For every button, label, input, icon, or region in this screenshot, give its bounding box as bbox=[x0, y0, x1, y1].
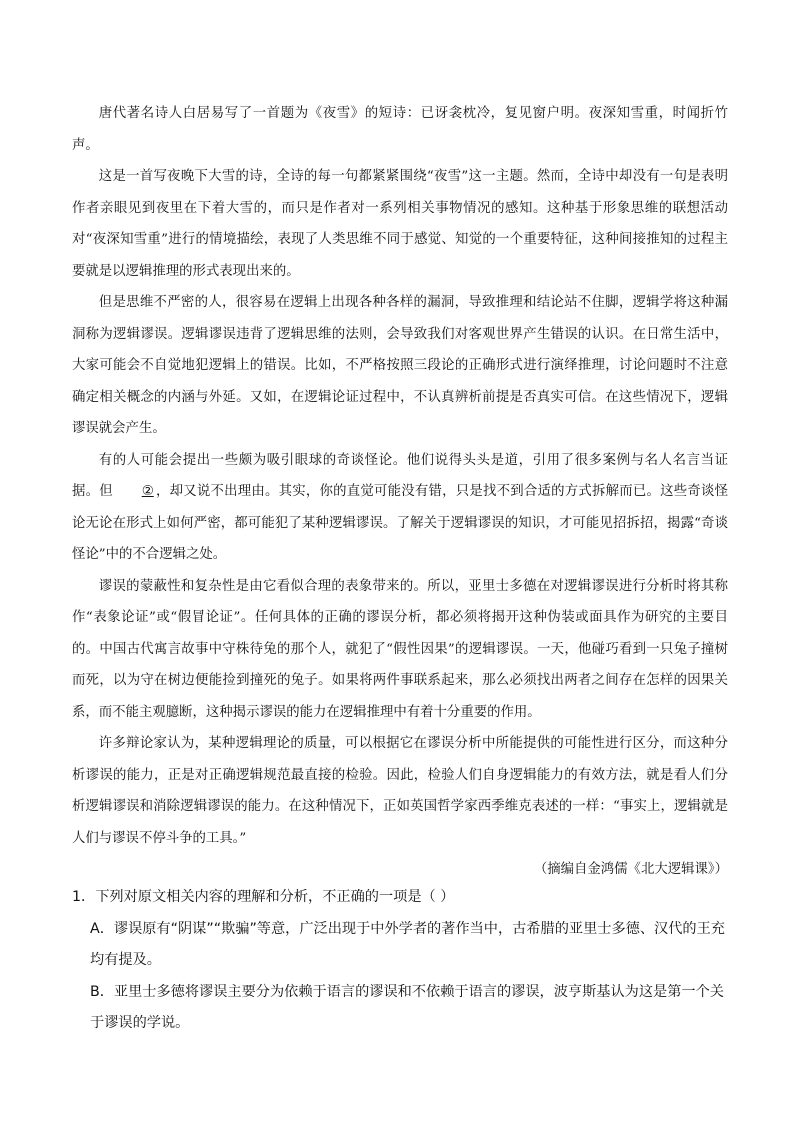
passage-paragraph-4 bbox=[72, 445, 728, 571]
fill-blank-marker: ② bbox=[141, 484, 154, 499]
passage-paragraph-2: 这是一首写夜晚下大雪的诗，全诗的每一句都紧紧围绕“夜雪”这一主题。然而，全诗中却没有一句是表明作者亲眼见到夜里在下着大雪的，而只是作者对一系列相关事物情况的感知。这种基于形象思维的联想活动对“夜深知雪重”进行的情境描绘，表现了人类思维不同于感觉、知觉的一个重要特征，这种间接推知的过程主要就是以逻辑推理的形式表现出来的。 bbox=[72, 169, 728, 279]
paragraph-4-before-blank: 有的人可能会提出一些颇为吸引眼球的奇谈怪论。他们说得头头是道，引用了很多案例与名人名言当证据。但 bbox=[72, 452, 728, 499]
passage-paragraph-5: 谬误的蒙蔽性和复杂性是由它看似合理的表象带来的。所以，亚里士多德在对逻辑谬误进行分析时将其称作“表象论证”或“假冒论证”。任何具体的正确的谬误分析，都必须将揭开这种伪装或面具作为研究的主要目的。中国古代寓言故事中守株待兔的那个人，就犯了“假性因果”的逻辑谬误。一天，他碰巧看到一只兔子撞树而死，以为守在树边便能捡到撞死的兔子。如果将两件事联系起来，那么必须找出两者之间存在怎样的因果关系，而不能主观臆断，这种揭示谬误的能力在逻辑推理中有着十分重要的作用。 bbox=[72, 578, 728, 720]
reading-passage bbox=[72, 98, 728, 886]
question-block bbox=[72, 882, 728, 1040]
passage-source: （摘编自金鸿儒《北大逻辑课》） bbox=[533, 862, 728, 877]
option-a: A．谬误原有“阴谋”“欺骗”等意，广泛出现于中外学者的著作当中，古希腊的亚里士多德、汉代的王充均有提及。 bbox=[90, 920, 725, 968]
option-b: B．亚里士多德将谬误主要分为依赖于语言的谬误和不依赖于语言的谬误，波亨斯基认为这是第一个关于谬误的学说。 bbox=[90, 983, 724, 1031]
passage-paragraph-1: 唐代著名诗人白居易写了一首题为《夜雪》的短诗：已讶衾枕冷，复见窗户明。夜深知雪重，时闻折竹声。 bbox=[72, 106, 728, 153]
passage-paragraph-6: 许多辩论家认为，某种逻辑理论的质量，可以根据它在谬误分析中所能提供的可能性进行区分，而这种分析谬误的能力，正是对正确逻辑规范最直接的检验。因此，检验人们自身逻辑能力的有效方法，就是看人们分析逻辑谬误和消除逻辑谬误的能力。在这种情况下，正如英国哲学家西季维克表述的一样：“事实上，逻辑就是人们与谬误不停斗争的工具。” bbox=[72, 736, 728, 846]
question-stem: 1．下列对原文相关内容的理解和分析，不正确的一项是（ ） bbox=[72, 889, 455, 905]
paragraph-4-after-blank: ，却又说不出理由。其实，你的直觉可能没有错，只是找不到合适的方式拆解而已。这些奇谈怪论无论在形式上如何严密，都可能犯了某种逻辑谬误。了解关于逻辑谬误的知识，才可能见招拆招，揭露“奇谈怪论”中的不合逻辑之处。 bbox=[72, 484, 729, 562]
passage-paragraph-3: 但是思维不严密的人，很容易在逻辑上出现各种各样的漏洞，导致推理和结论站不住脚，逻辑学将这种漏洞称为逻辑谬误。逻辑谬误违背了逻辑思维的法则，会导致我们对客观世界产生错误的认识。在日常生活中，大家可能会不自觉地犯逻辑上的错误。比如，不严格按照三段论的正确形式进行演绎推理，讨论问题时不注意确定相关概念的内涵与外延。又如，在逻辑论证过程中，不认真辨析前提是否真实可信。在这些情况下，逻辑谬误就会产生。 bbox=[72, 295, 728, 436]
